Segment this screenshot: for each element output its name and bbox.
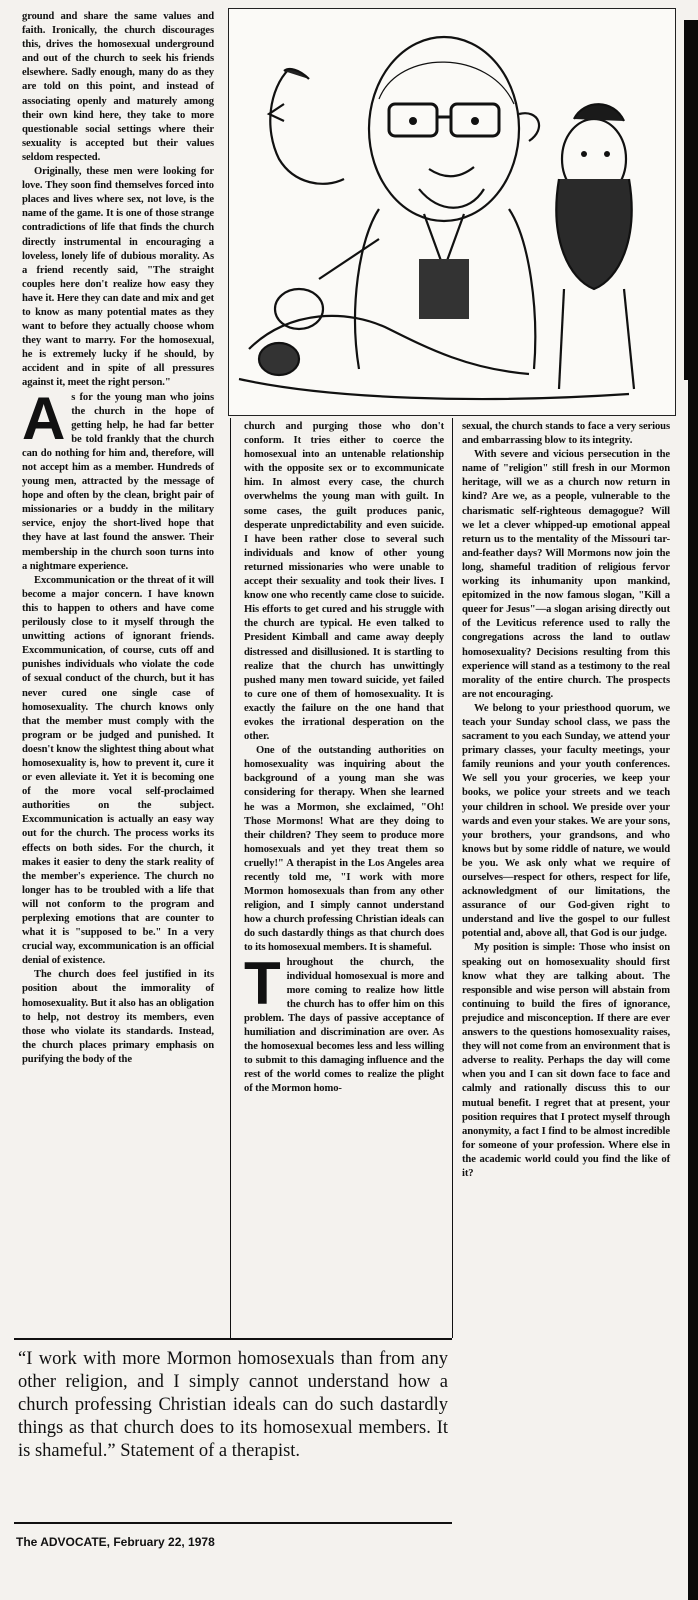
paragraph bbox=[244, 744, 444, 955]
scan-edge-dark bbox=[684, 20, 698, 380]
paragraph bbox=[22, 574, 214, 969]
paragraph bbox=[244, 949, 444, 1097]
paragraph-text: church and purging those who don't conform. It tries either to coerce the homosexual into an untenable relationship with the opposite sex or to excommunicate him. In almost every case, the church overwhelms the young man with guilt. In some cases, the guilt produces panic, desperate unpredictability and even suicide. I have been rather close to several such individuals and know of other young returned missionaries who were unable to accept their sexuality and took their lives. I know one who recently came close to suicide. His efforts to get cured and his struggle with the church are typical. He even talked to President Kimball and came away deeply distressed and disillusioned. It is startling to realize that the church has unwittingly pushed many men toward suicide, yet failed to cure one of them of homosexuality. It is exactly the failure on the one hand that evokes the irrational desperation on the other. bbox=[244, 421, 444, 743]
paragraph-text: My position is simple: Those who insist on speaking out on homosexuality should first know what they are talking about. The responsible and wise person will abstain from continuing to build the fires of ignorance, prejudice and misconception. If there are ever answers to the questions homosexuality raises, they will not come from an environment that is adverse to reality. Perhaps the day will come when you and I can sit down face to face and calmly and rationally discuss this to our mutual benefit. I regret that at present, your position requires that I protect myself through anonymity, a fact I find to be almost incredible for someone of your profession. Where else in the academic world could you find the like of it? bbox=[462, 942, 670, 1179]
paragraph-text: ground and share the same values and faith. Ironically, the church discourages this, drives the homosexual underground and out of the church to seek his friends elsewhere. Sadly enough, many do as they are told on this point, and instead of associating openly and maturely among their own kind here, they take to more questionable social settings where their sexuality is accepted but their values seldom respected. bbox=[22, 11, 214, 163]
drop-cap: A bbox=[22, 384, 66, 452]
article-column-1 bbox=[22, 10, 214, 1067]
paragraph bbox=[22, 165, 214, 391]
paragraph bbox=[462, 420, 670, 448]
paragraph-text: hroughout the church, the individual homosexual is more and more coming to realize how little the church has to offer him on this problem. The days of passive acceptance of humiliation and discrimination are over. As the homosexual becomes less and less willing to submit to this damaging influence and the rest of the world comes to realize the plight of the Mormon homo- bbox=[244, 956, 444, 1095]
publication-date: February 22, 1978 bbox=[113, 1535, 215, 1549]
paragraph-text: One of the outstanding authorities on homosexuality was inquiring about the background of a young man she was considering for therapy. When she learned he was a Mormon, she exclaimed, "Oh! Those Mormons! What are they doing to their children? They seem to produce more homosexuals and yet they treat them so cruelly!" A therapist in the Los Angeles area recently told me, "I work with more Mormon homosexuals than from any other religion, and I simply cannot understand how a church professing Christian ideals can do such dastardly things as that church does to its homosexual members. It is shameful. bbox=[244, 745, 444, 954]
column-rule-2 bbox=[452, 418, 453, 1338]
paragraph bbox=[22, 384, 214, 574]
paragraph-text: sexual, the church stands to face a very serious and embarrassing blow to its integrity. bbox=[462, 421, 670, 447]
paragraph bbox=[462, 702, 670, 942]
paragraph-text: We belong to your priesthood quorum, we teach your Sunday school class, we pass the sacrament to you each Sunday, we attend your primary classes, your faculty meetings, your family reunions and your youth conferences. We sell you your groceries, we keep your books, we police your streets and we teach your children in school. We preside over your wards and even your stakes. We are your sons, your brothers, your grandsons, and who knows but by some riddle of nature, we would be you. We ask only what we require of ourselves—respect for others, respect for life, acknowledgment of our limitations, the assurance of our God-given right to understand and live the gospel to our fullest potential and, above all, that God is our judge. bbox=[462, 702, 670, 940]
article-column-3 bbox=[462, 420, 670, 1181]
paragraph bbox=[22, 10, 214, 165]
article-column-2 bbox=[244, 420, 444, 1097]
column-rule-1 bbox=[230, 418, 231, 1338]
publication-name: The ADVOCATE bbox=[16, 1535, 107, 1549]
publication-credit: The ADVOCATE, February 22, 1978 bbox=[16, 1535, 215, 1549]
scan-edge-dark-lower bbox=[688, 380, 698, 1600]
paragraph bbox=[22, 968, 214, 1067]
paragraph-text: Originally, these men were looking for love. They soon find themselves forced into places and lives where sex, not love, is the name of the game. It is one of those strange contradictions of life that finds the church directly instrumental in encouraging a loveless, lonely life of dubious morality. As a friend recently said, "The straight couples here don't realize how easy they have it. Here they can date and mix and get to know as many potential mates as they want to before they actually choose whom they want to marry. For the homosexual, he is extremely lucky if he should, by accident and in spite of all pressures against it, meet the right person." bbox=[22, 166, 214, 389]
paragraph-text: The church does feel justified in its position about the immorality of homosexuality. But it also has an obligation to help, not destroy its members, even those who violate its standards. Instead, the church places primary emphasis on purifying the body of the bbox=[22, 969, 214, 1065]
paragraph bbox=[244, 420, 444, 744]
caricature-drawing bbox=[229, 9, 675, 415]
pullquote-bottom-rule bbox=[14, 1522, 452, 1524]
drop-cap: T bbox=[244, 949, 281, 1017]
pullquote-top-rule bbox=[14, 1338, 452, 1340]
paragraph-text: Excommunication or the threat of it will become a major concern. I have known this to happen to others and have come perilously close to it myself through the unwitting actions of ignorant friends. Excommunication, of course, cuts off and punishes individuals who violate the code of sexual conduct of the church, but it has never cured one single case of homosexuality. The church knows only that the member must comply with the program or be judged and punished. It doesn't know the slightest thing about what homosexuality is, how to prevent it, cure it or even alleviate it. Yet it is becoming one of the more vocal self-proclaimed authorities on the subject. Excommunication is actually an easy way out for the church. The process works its effects on both sides. For the church, it makes it easier to deny the stark reality of the member's experience. The church no longer has to be troubled with a life that will not conform to the program and perplexing emotions that are counter to what it is "supposed to be." In a very crucial way, excommunication is an official denial of existence. bbox=[22, 574, 214, 967]
paragraph-text: With severe and vicious persecution in the name of "religion" still fresh in our Mormon heritage, will we as a church now return in kind? Are we, as a people, vulnerable to the charismatic self-righteous demagogue? Will we let a clever whipped-up emotional appeal return us to the mentality of the Missouri tar-and-feather days? Will Mormons now join the long, shameful tradition of religious fervor working its inhumanity upon mankind, epitomized in the now famous slogan, "Kill a queer for Jesus"—a slogan arising directly out of the Leviticus reference used to rally the congregations across the land to outlaw homosexuality? Decisions resulting from this experience will stand as a testimony to the real morality of the entire church. The prospects are not encouraging. bbox=[462, 449, 670, 700]
pull-quote: “I work with more Mormon homosexuals than from any other religion, and I simply cannot understand how a church professing Christian ideals can do such dastardly things as that church does to its homosexual members. It is shameful.” Statement of a therapist. bbox=[18, 1349, 448, 1461]
paragraph bbox=[462, 448, 670, 702]
caricature-illustration bbox=[228, 8, 676, 416]
paragraph-text: s for the young man who joins the church in the hope of getting help, he had far better be told frankly that the church can do nothing for him and, therefore, will not accept him as a member. Hundreds of young men, attracted by the message of hope and often by the clean, bright pair of missionaries or a buddy in the military service, enjoy the short-lived hope that they have at last found the answer. Their membership in the church soon turns into a nightmare experience. bbox=[22, 391, 214, 572]
paragraph bbox=[462, 941, 670, 1181]
